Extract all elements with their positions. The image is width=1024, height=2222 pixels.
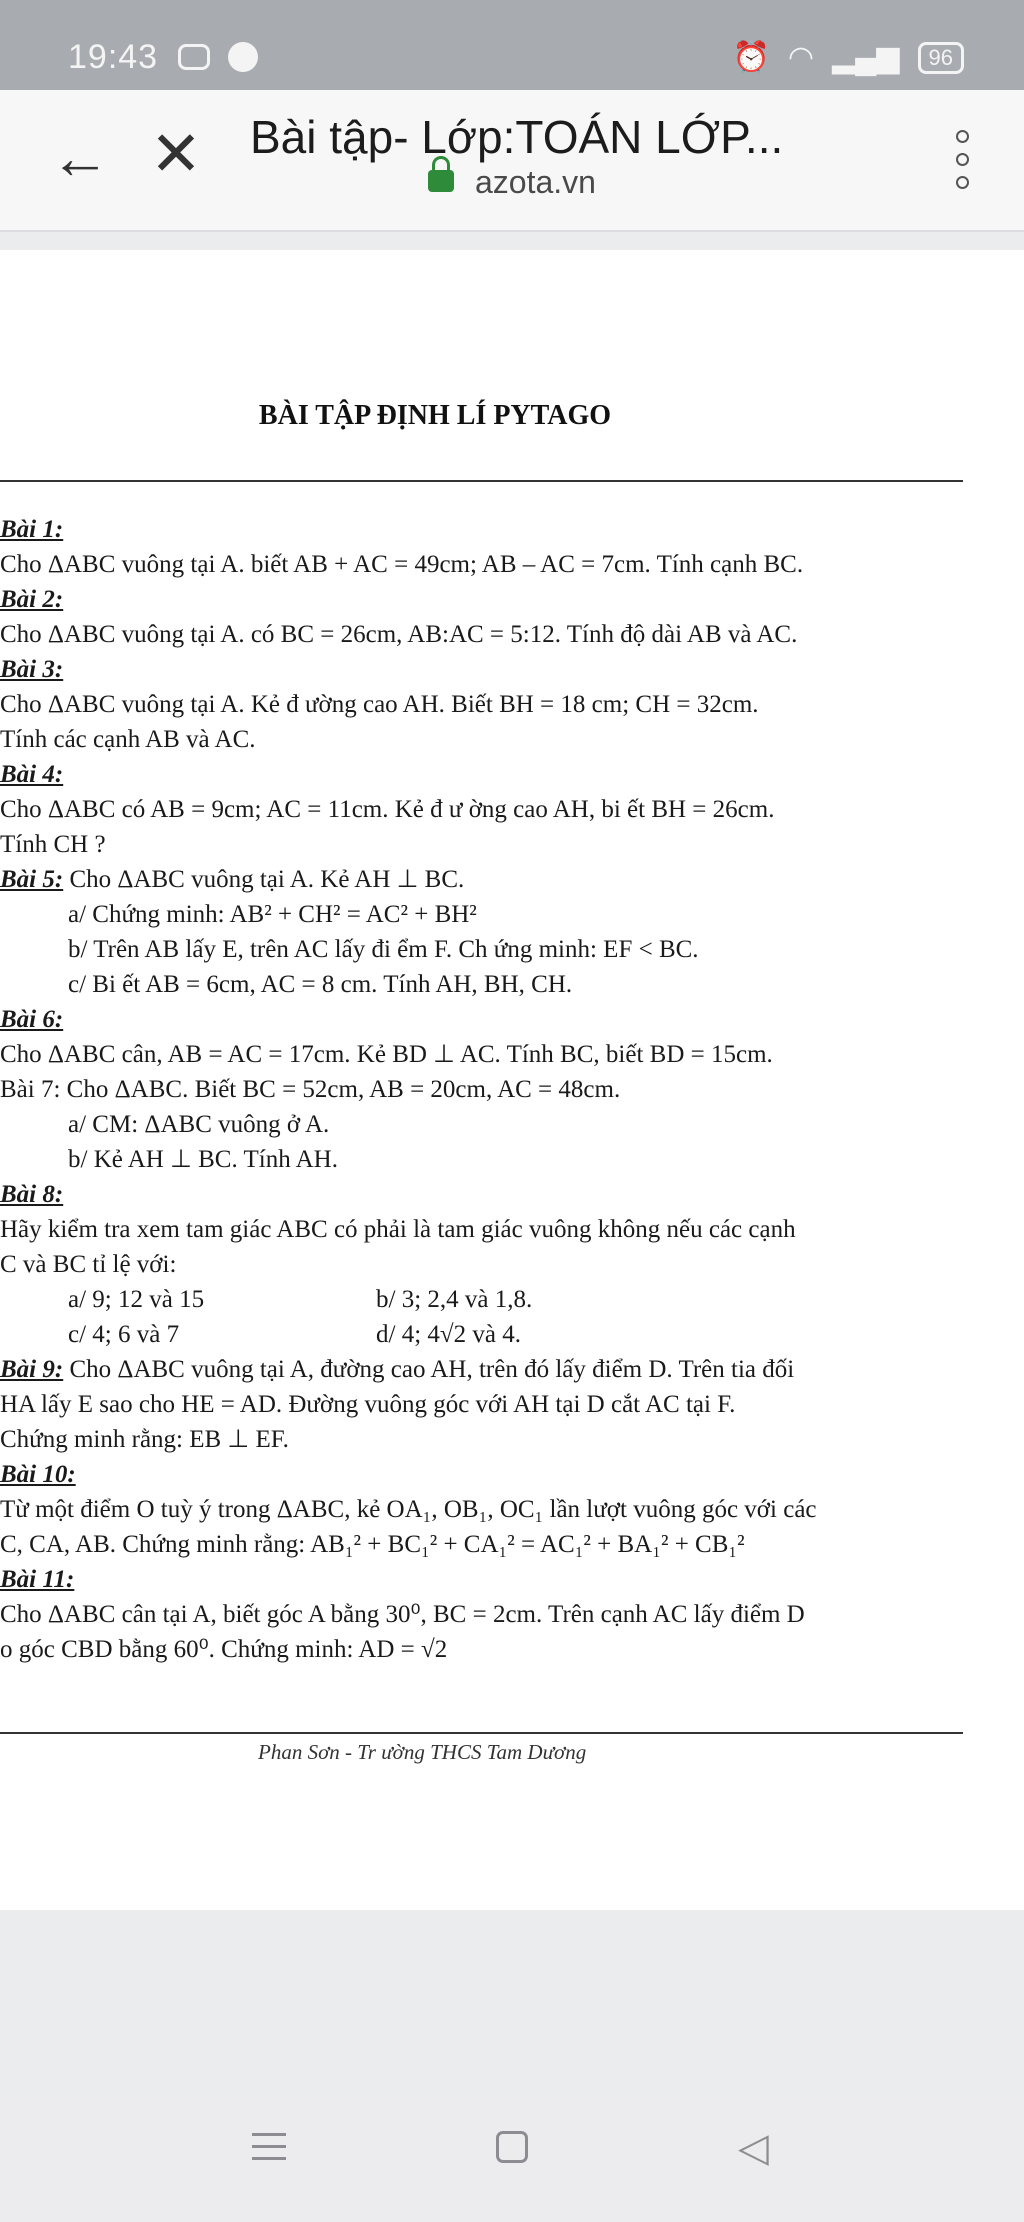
exercise-label: Bài 11: (0, 1566, 75, 1593)
document-line (0, 1527, 1000, 1562)
document-line (0, 1037, 1000, 1072)
page-title: Bài tập- Lớp:TOÁN LỚP... (250, 111, 784, 163)
back-triangle-icon[interactable]: ◁ (738, 2126, 769, 2170)
exercise-text: Cho ΔABC cân, AB = AC = 17cm. Kẻ BD ⊥ AC. Tính BC, biết BD = 15cm. (0, 1041, 773, 1068)
home-icon[interactable] (496, 2131, 528, 2163)
exercise-text: Cho ΔABC vuông tại A. biết AB + AC = 49cm; AB – AC = 7cm. Tính cạnh BC. (0, 551, 804, 578)
exercise-text: Cho ΔABC vuông tại A. có BC = 26cm, AB:AC = 5:12. Tính độ dài AB và AC. (0, 621, 798, 648)
alarm-icon: ⏰ (732, 41, 770, 74)
answer-option: d/ 4; 4√2 và 4. (376, 1321, 521, 1348)
lock-icon (428, 170, 454, 192)
document-line (0, 547, 1000, 582)
exercise-text: Cho ΔABC vuông tại A. Kẻ AH ⊥ BC. (63, 866, 465, 893)
exercise-label: Bài 4: (0, 761, 64, 788)
wifi-icon: ◠ (787, 41, 815, 74)
close-icon[interactable]: ✕ (150, 120, 202, 189)
exercise-text: C, CA, AB. Chứng minh rằng: AB₁² + BC₁² + CA₁² = AC₁² + BA₁² + CB₁² (0, 1531, 745, 1558)
document-line (0, 1072, 1000, 1107)
exercise-text: Cho ΔABC vuông tại A, đường cao AH, trên đó lấy điểm D. Trên tia đối (63, 1356, 795, 1383)
exercise-text: C và BC tỉ lệ với: (0, 1251, 177, 1278)
exercise-text: a/ CM: ΔABC vuông ở A. (68, 1111, 330, 1138)
exercise-text: Tính CH ? (0, 831, 106, 858)
document-line (0, 897, 1000, 932)
document-line (0, 617, 1000, 652)
document-line (0, 1352, 1000, 1387)
document-line (0, 932, 1000, 967)
exercise-text: Tính các cạnh AB và AC. (0, 726, 256, 753)
document-line (0, 1317, 1000, 1352)
document-title: BÀI TẬP ĐỊNH LÍ PYTAGO (258, 400, 612, 431)
exercise-text: Chứng minh rằng: EB ⊥ EF. (0, 1426, 289, 1453)
status-icons (733, 40, 964, 75)
status-time: 19:43 (68, 38, 159, 76)
document-line (0, 1632, 1000, 1667)
url-text[interactable]: azota.vn (475, 164, 596, 200)
exercise-label: Bài 1: (0, 516, 64, 543)
exercise-text: Cho ΔABC có AB = 9cm; AC = 11cm. Kẻ đ ư ờng cao AH, bi ết BH = 26cm. (0, 796, 775, 823)
document-line (0, 967, 1000, 1002)
document-line (0, 1457, 1000, 1492)
document-line (0, 1422, 1000, 1457)
exercise-label: Bài 5: (0, 866, 64, 893)
exercise-text: Cho ΔABC cân tại A, biết góc A bằng 30⁰, BC = 2cm. Trên cạnh AC lấy điểm D (0, 1601, 805, 1628)
exercise-label: Bài 10: (0, 1461, 76, 1488)
exercise-text: Từ một điểm O tuỳ ý trong ΔABC, kẻ OA₁, OB₁, OC₁ lần lượt vuông góc với các (0, 1496, 817, 1523)
exercise-label: Bài 6: (0, 1006, 64, 1033)
exercise-label: Bài 9: (0, 1356, 64, 1383)
document-line (0, 862, 1000, 897)
document-line (0, 1562, 1000, 1597)
messenger-icon (228, 42, 258, 72)
exercise-text: b/ Kẻ AH ⊥ BC. Tính AH. (68, 1146, 338, 1173)
exercise-text: HA lấy E sao cho HE = AD. Đường vuông góc với AH tại D cắt AC tại F. (0, 1391, 736, 1418)
divider (0, 480, 963, 482)
document-line (0, 1002, 1000, 1037)
battery-icon: 96 (918, 42, 964, 74)
document-line (0, 1387, 1000, 1422)
exercise-text: Cho ΔABC vuông tại A. Kẻ đ ường cao AH. Biết BH = 18 cm; CH = 32cm. (0, 691, 759, 718)
exercise-text: o góc CBD bằng 60⁰. Chứng minh: AD = √2 (0, 1636, 448, 1663)
document-line (0, 652, 1000, 687)
document-line (0, 1247, 1000, 1282)
document-line (0, 1492, 1000, 1527)
exercise-label: Bài 8: (0, 1181, 64, 1208)
status-bar (0, 0, 1024, 90)
back-arrow-icon[interactable]: ← (50, 124, 110, 191)
answer-option: a/ 9; 12 và 15 (68, 1286, 205, 1313)
exercise-label: Bài 3: (0, 656, 64, 683)
notification-icon (178, 44, 210, 70)
exercise-text: Bài 7: Cho ΔABC. Biết BC = 52cm, AB = 20cm, AC = 48cm. (0, 1076, 621, 1103)
answer-option: c/ 4; 6 và 7 (68, 1321, 180, 1348)
document-line (0, 582, 1000, 617)
browser-toolbar (0, 90, 1024, 232)
document-line (0, 512, 1000, 547)
document-line (0, 1282, 1000, 1317)
signal-icon: ▂▄▆ (832, 41, 900, 74)
document-footer: Phan Sơn - Tr ường THCS Tam Dương (258, 1740, 587, 1764)
document-line (0, 1142, 1000, 1177)
answer-option: b/ 3; 2,4 và 1,8. (376, 1286, 533, 1313)
exercise-text: b/ Trên AB lấy E, trên AC lấy đi ểm F. Ch ứng minh: EF < BC. (68, 936, 699, 963)
document-line (0, 827, 1000, 862)
document-line (0, 687, 1000, 722)
divider (0, 1732, 963, 1734)
more-options-icon[interactable] (950, 130, 974, 189)
document-line (0, 757, 1000, 792)
document-content (0, 512, 1000, 1667)
recent-apps-icon[interactable] (252, 2133, 286, 2160)
document-line (0, 1212, 1000, 1247)
document-line (0, 792, 1000, 827)
document-page (0, 250, 1024, 1910)
document-line (0, 1597, 1000, 1632)
exercise-text: a/ Chứng minh: AB² + CH² = AC² + BH² (68, 901, 477, 928)
exercise-text: Hãy kiểm tra xem tam giác ABC có phải là tam giác vuông không nếu các cạnh (0, 1216, 796, 1243)
exercise-text: c/ Bi ết AB = 6cm, AC = 8 cm. Tính AH, BH, CH. (68, 971, 573, 998)
document-line (0, 722, 1000, 757)
document-line (0, 1107, 1000, 1142)
document-line (0, 1177, 1000, 1212)
exercise-label: Bài 2: (0, 586, 64, 613)
android-nav-bar (0, 2095, 1024, 2222)
